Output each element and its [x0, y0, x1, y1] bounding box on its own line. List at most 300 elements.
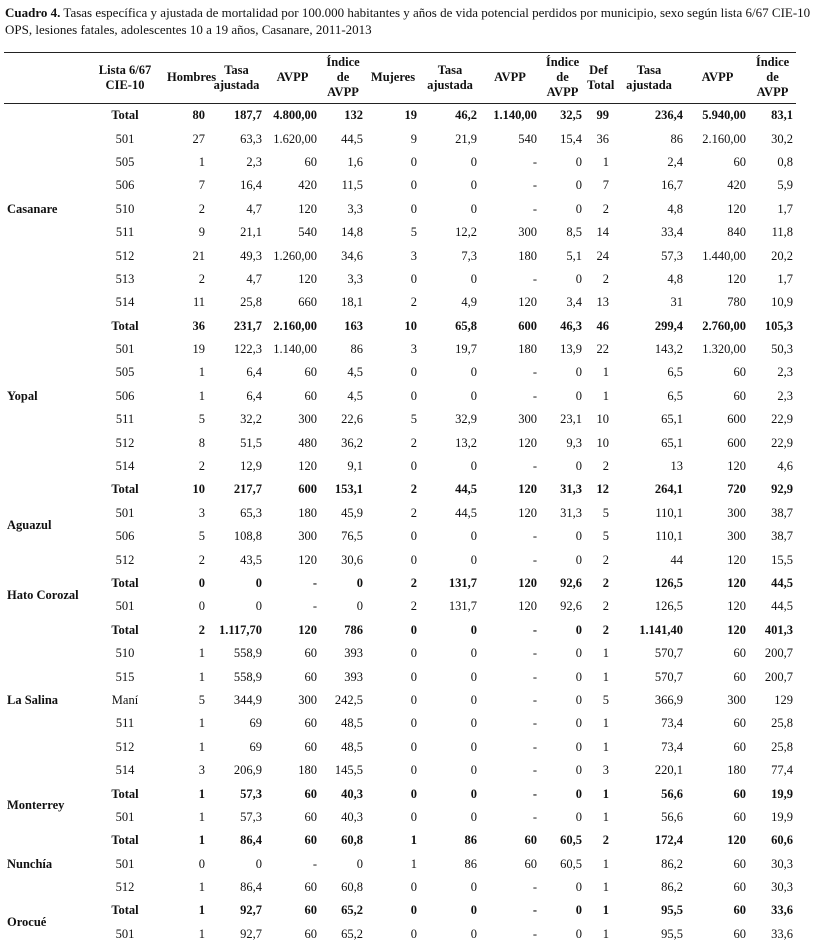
table-row: [4, 104, 796, 128]
table-cell: 0: [575, 716, 582, 731]
table-cell: 0: [470, 365, 477, 380]
table-cell: 44,5: [455, 482, 477, 497]
table-cell: -: [532, 786, 537, 801]
lista-code: 511: [115, 412, 135, 427]
table-cell: 3,3: [347, 201, 363, 216]
table-cell: 2: [602, 622, 609, 637]
column-header: Tasa ajustada: [213, 62, 260, 92]
table-cell: 9,3: [566, 435, 582, 450]
table-cell: 0: [410, 646, 417, 661]
table-cell: 0: [470, 622, 477, 637]
table-cell: 2: [410, 576, 417, 590]
table-cell: -: [532, 178, 537, 193]
table-cell: 0: [470, 154, 477, 169]
table-cell: 0: [575, 459, 582, 474]
mortality-table: [4, 52, 796, 946]
table-row: [4, 619, 796, 642]
table-cell: 0: [470, 669, 477, 684]
table-cell: 1.440,00: [702, 248, 746, 263]
table-cell: 1: [602, 154, 609, 169]
table-cell: -: [532, 669, 537, 684]
table-cell: 69: [249, 716, 262, 731]
table-cell: 0: [410, 903, 417, 918]
table-cell: 40,3: [341, 786, 363, 801]
table-cell: 0: [410, 786, 417, 801]
table-cell: 366,9: [654, 692, 683, 707]
table-cell: 300: [298, 412, 317, 427]
table-cell: 5.940,00: [702, 108, 746, 123]
table-row: [4, 923, 796, 946]
table-row: [4, 151, 796, 174]
table-cell: 0: [470, 388, 477, 403]
table-cell: 0: [470, 903, 477, 918]
table-cell: 0: [198, 576, 205, 590]
table-row: [4, 829, 796, 852]
table-cell: -: [532, 201, 537, 216]
table-cell: 0: [575, 178, 582, 193]
table-cell: 60: [304, 154, 317, 169]
lista-code: 501: [115, 342, 135, 357]
table-cell: 46: [596, 318, 609, 333]
column-header: Índice de AVPP: [755, 55, 790, 99]
table-row: [4, 759, 796, 782]
table-cell: 5: [198, 412, 205, 427]
table-cell: 2: [410, 295, 417, 310]
table-row: [4, 548, 796, 571]
table-cell: -: [532, 271, 537, 286]
table-cell: 0: [575, 388, 582, 403]
municipality-name: Hato Corozal: [7, 587, 79, 602]
table-cell: 65,2: [341, 903, 363, 918]
table-cell: 19: [192, 342, 205, 357]
table-row: [4, 642, 796, 665]
column-header: Mujeres: [370, 70, 416, 84]
table-cell: 720: [727, 482, 746, 497]
table-cell: 60,5: [560, 856, 582, 871]
table-cell: 120: [727, 201, 746, 216]
lista-code: 511: [115, 716, 135, 731]
table-cell: 7: [198, 178, 205, 193]
table-cell: 60: [304, 880, 317, 895]
column-header: Índice de AVPP: [326, 55, 360, 99]
table-cell: 24: [596, 248, 609, 263]
table-cell: 132: [344, 108, 363, 123]
column-header: Def Total: [587, 62, 615, 92]
table-cell: 2: [410, 482, 417, 497]
table-cell: 99: [596, 108, 609, 123]
table-cell: 22,9: [771, 435, 793, 450]
table-cell: 45,9: [341, 505, 363, 520]
table-cell: 60: [304, 809, 317, 824]
table-row: [4, 361, 796, 384]
table-cell: 5: [602, 529, 609, 544]
table-cell: 1.140,00: [273, 342, 317, 357]
table-cell: 18,1: [341, 295, 363, 310]
lista-code: 506: [115, 178, 135, 193]
table-cell: 3: [198, 763, 205, 778]
table-cell: 0: [410, 692, 417, 707]
column-header: AVPP: [276, 70, 309, 84]
table-cell: 1: [198, 646, 205, 661]
table-cell: 3,3: [347, 271, 363, 286]
table-cell: 0: [575, 622, 582, 637]
table-cell: 786: [344, 622, 363, 637]
table-cell: 0: [575, 763, 582, 778]
table-cell: 31: [670, 295, 683, 310]
table-cell: -: [312, 599, 317, 614]
table-cell: 60: [304, 365, 317, 380]
table-cell: 200,7: [764, 646, 793, 661]
caption-text: Tasas específica y ajustada de mortalidad por 100.000 habitantes y años de vida potencial perdidos por municipio, sexo según lista 6/67 CIE-10 OPS, lesiones fatales, adolescentes 10 a 19 años, Casanare, 2011-2013: [5, 5, 811, 37]
table-cell: 92,6: [560, 576, 582, 590]
table-cell: 1.320,00: [702, 342, 746, 357]
table-cell: 206,9: [233, 763, 262, 778]
table-cell: 2: [410, 505, 417, 520]
table-cell: -: [532, 622, 537, 637]
table-cell: 0: [356, 599, 363, 614]
table-cell: 393: [344, 669, 363, 684]
lista-code: Total: [111, 833, 139, 848]
table-cell: 1: [198, 903, 205, 918]
table-cell: 60: [304, 833, 317, 848]
table-cell: 60: [733, 646, 746, 661]
table-cell: 540: [518, 131, 537, 146]
table-cell: 558,9: [233, 669, 262, 684]
table-cell: 0: [470, 271, 477, 286]
table-cell: 0: [575, 529, 582, 544]
table-cell: 9,1: [347, 459, 363, 474]
column-header: AVPP: [701, 70, 734, 84]
table-cell: 1: [602, 903, 609, 918]
table-cell: 1.260,00: [273, 248, 317, 263]
table-cell: 13: [596, 295, 609, 310]
table-cell: 1: [198, 669, 205, 684]
table-cell: 180: [298, 505, 317, 520]
table-cell: 15,5: [771, 552, 793, 567]
table-row: [4, 291, 796, 314]
table-cell: 60: [304, 669, 317, 684]
table-cell: -: [532, 459, 537, 474]
table-cell: 21,9: [455, 131, 477, 146]
table-cell: 0: [575, 926, 582, 941]
table-cell: -: [532, 365, 537, 380]
lista-code: Total: [111, 318, 139, 333]
table-cell: 0: [470, 459, 477, 474]
table-cell: 60: [733, 903, 746, 918]
table-cell: 60: [733, 926, 746, 941]
table-cell: 120: [518, 576, 537, 590]
table-cell: 1: [602, 669, 609, 684]
table-cell: 1: [602, 880, 609, 895]
table-cell: 1: [602, 365, 609, 380]
table-cell: 20,2: [771, 248, 793, 263]
table-cell: 126,5: [654, 576, 683, 590]
table-cell: 60: [733, 880, 746, 895]
table-cell: 0: [255, 599, 262, 614]
table-cell: 1: [198, 716, 205, 731]
table-cell: 200,7: [764, 669, 793, 684]
table-cell: 44,5: [771, 576, 793, 590]
lista-code: 512: [115, 552, 135, 567]
table-cell: 4,8: [667, 201, 683, 216]
table-cell: 570,7: [654, 646, 683, 661]
table-cell: 1: [602, 809, 609, 824]
table-cell: 172,4: [654, 833, 683, 848]
table-cell: 11,5: [341, 178, 363, 193]
table-cell: 105,3: [764, 318, 793, 333]
table-cell: 2,3: [777, 365, 793, 380]
municipality-name: La Salina: [7, 692, 59, 707]
table-caption: [5, 4, 815, 38]
table-cell: 2.760,00: [702, 318, 746, 333]
table-cell: 48,5: [341, 716, 363, 731]
municipality-name: Aguazul: [7, 517, 52, 532]
table-row: [4, 455, 796, 478]
table-cell: 120: [298, 552, 317, 567]
table-cell: 33,6: [771, 926, 793, 941]
table-cell: 13,9: [560, 342, 582, 357]
table-cell: 25,8: [240, 295, 262, 310]
table-cell: 9: [410, 131, 417, 146]
table-cell: 32,2: [240, 412, 262, 427]
table-cell: 420: [298, 178, 317, 193]
table-cell: 0: [410, 154, 417, 169]
table-cell: 2: [198, 622, 205, 637]
table-cell: 60: [304, 716, 317, 731]
lista-code: 506: [115, 388, 135, 403]
table-cell: 5,1: [566, 248, 582, 263]
table-cell: 660: [298, 295, 317, 310]
table-cell: 44,5: [455, 505, 477, 520]
table-cell: 120: [727, 622, 746, 637]
table-cell: 19,9: [771, 809, 793, 824]
table-row: [4, 338, 796, 361]
table-cell: 0: [356, 576, 363, 590]
table-cell: 236,4: [654, 108, 683, 123]
table-cell: 3: [602, 763, 609, 778]
table-cell: 129: [774, 692, 793, 707]
table-cell: 92,7: [240, 903, 262, 918]
table-cell: 6,5: [667, 388, 683, 403]
table-cell: 38,7: [771, 505, 793, 520]
table-cell: 32,5: [560, 108, 582, 123]
table-row: [4, 572, 796, 595]
table-cell: 83,1: [771, 108, 793, 123]
lista-code: 512: [115, 435, 135, 450]
lista-code: 512: [115, 248, 135, 263]
lista-code: 510: [115, 201, 135, 216]
table-cell: 110,1: [655, 505, 683, 520]
table-cell: 60,6: [771, 833, 793, 848]
table-cell: 300: [298, 529, 317, 544]
table-cell: 231,7: [233, 318, 262, 333]
table-cell: 0: [255, 856, 262, 871]
table-cell: 242,5: [334, 692, 363, 707]
table-cell: 2: [602, 599, 609, 614]
table-cell: 0: [198, 599, 205, 614]
table-cell: 0: [410, 365, 417, 380]
table-row: [4, 315, 796, 338]
lista-code: Maní: [111, 692, 139, 707]
lista-code: 501: [115, 131, 135, 146]
table-row: [4, 174, 796, 197]
table-cell: 56,6: [661, 809, 683, 824]
table-cell: 60: [304, 786, 317, 801]
table-cell: 558,9: [233, 646, 262, 661]
table-cell: 180: [518, 342, 537, 357]
municipality-name: Nunchía: [7, 856, 53, 871]
table-cell: -: [532, 552, 537, 567]
table-row: [4, 899, 796, 922]
table-cell: 16,7: [661, 178, 683, 193]
table-cell: 4,8: [667, 271, 683, 286]
lista-code: 501: [115, 599, 135, 614]
table-cell: 0: [575, 646, 582, 661]
table-cell: 80: [192, 108, 205, 123]
table-cell: -: [532, 716, 537, 731]
table-cell: 2,3: [246, 154, 262, 169]
table-cell: 86: [670, 131, 683, 146]
table-row: [4, 525, 796, 548]
table-cell: 300: [727, 529, 746, 544]
table-cell: 600: [518, 318, 537, 333]
table-cell: 60,5: [560, 833, 582, 848]
table-cell: 2: [602, 833, 609, 848]
table-cell: 0: [575, 365, 582, 380]
table-cell: 19: [404, 108, 417, 123]
table-cell: 1: [198, 786, 205, 801]
column-header: Índice de AVPP: [545, 55, 580, 99]
header-row: [4, 53, 796, 104]
table-cell: 21: [192, 248, 205, 263]
table-cell: 60: [733, 365, 746, 380]
table-cell: 95,5: [661, 903, 683, 918]
table-cell: 36: [596, 131, 609, 146]
table-cell: 2: [410, 599, 417, 614]
table-row: [4, 595, 796, 618]
table-cell: 120: [298, 459, 317, 474]
table-cell: 2: [198, 552, 205, 567]
table-row: [4, 198, 796, 221]
table-cell: 32,9: [455, 412, 477, 427]
table-row: [4, 736, 796, 759]
table-cell: 120: [727, 552, 746, 567]
table-cell: 3,4: [566, 295, 582, 310]
lista-code: Total: [111, 482, 139, 497]
table-cell: -: [532, 388, 537, 403]
table-cell: 110,1: [655, 529, 683, 544]
table-row: [4, 385, 796, 408]
municipality-name: Orocué: [7, 915, 47, 930]
table-cell: -: [532, 154, 537, 169]
table-cell: 187,7: [233, 108, 262, 123]
table-cell: 120: [518, 599, 537, 614]
table-cell: 120: [518, 505, 537, 520]
table-cell: 600: [727, 412, 746, 427]
table-cell: 60: [733, 154, 746, 169]
column-header: Tasa ajustada: [626, 62, 672, 92]
table-cell: 13,2: [455, 435, 477, 450]
table-cell: 1: [198, 154, 205, 169]
column-header: Tasa ajustada: [427, 62, 473, 92]
table-cell: 31,3: [560, 505, 582, 520]
table-cell: 300: [727, 692, 746, 707]
table-cell: 7: [602, 178, 609, 193]
table-cell: 2: [602, 271, 609, 286]
table-cell: 0: [470, 786, 477, 801]
table-cell: 540: [298, 225, 317, 240]
table-cell: 0: [356, 856, 363, 871]
table-cell: 0: [470, 178, 477, 193]
table-cell: 25,8: [771, 716, 793, 731]
table-cell: 31,3: [560, 482, 582, 497]
table-cell: 120: [727, 599, 746, 614]
table-cell: 14,8: [341, 225, 363, 240]
table-cell: 2: [198, 459, 205, 474]
table-cell: 33,4: [661, 225, 683, 240]
table-cell: 30,2: [771, 131, 793, 146]
table-cell: 4,6: [777, 459, 793, 474]
table-cell: 60: [304, 903, 317, 918]
table-cell: 120: [298, 271, 317, 286]
table-cell: 120: [727, 833, 746, 848]
table-cell: -: [532, 763, 537, 778]
table-cell: 1: [198, 739, 205, 754]
table-cell: 300: [518, 225, 537, 240]
table-cell: 5: [602, 692, 609, 707]
table-cell: 145,5: [334, 763, 363, 778]
table-cell: 1: [602, 716, 609, 731]
table-cell: 48,5: [341, 739, 363, 754]
table-cell: 0: [575, 552, 582, 567]
table-cell: 30,6: [341, 552, 363, 567]
lista-code: 505: [115, 365, 135, 380]
table-cell: 180: [298, 763, 317, 778]
table-cell: 86,2: [661, 856, 683, 871]
table-cell: 86,2: [661, 880, 683, 895]
table-cell: 1: [602, 786, 609, 801]
table-cell: 44,5: [771, 599, 793, 614]
table-cell: 10: [404, 318, 417, 333]
table-cell: 122,3: [233, 342, 262, 357]
table-cell: 76,5: [341, 529, 363, 544]
lista-code: 510: [115, 646, 135, 661]
table-cell: 33,6: [771, 903, 793, 918]
header-municipio: [4, 53, 85, 104]
table-cell: -: [532, 903, 537, 918]
table-cell: 10: [596, 435, 609, 450]
table-cell: 5: [198, 692, 205, 707]
lista-code: Total: [111, 576, 139, 590]
table-cell: 57,3: [240, 786, 262, 801]
table-row: [4, 876, 796, 899]
lista-code: 501: [115, 505, 135, 520]
table-cell: 1.141,40: [639, 622, 683, 637]
table-cell: 8: [198, 435, 205, 450]
table-cell: 401,3: [764, 622, 793, 637]
table-cell: 60: [733, 809, 746, 824]
table-cell: 57,3: [661, 248, 683, 263]
table-cell: 0: [470, 552, 477, 567]
table-cell: 1: [602, 388, 609, 403]
lista-code: Total: [111, 786, 139, 801]
table-cell: 36,2: [341, 435, 363, 450]
table-cell: 4.800,00: [273, 108, 317, 123]
table-cell: 0: [575, 271, 582, 286]
table-cell: 1: [198, 880, 205, 895]
table-cell: 4,7: [246, 201, 262, 216]
table-cell: 131,7: [448, 599, 477, 614]
